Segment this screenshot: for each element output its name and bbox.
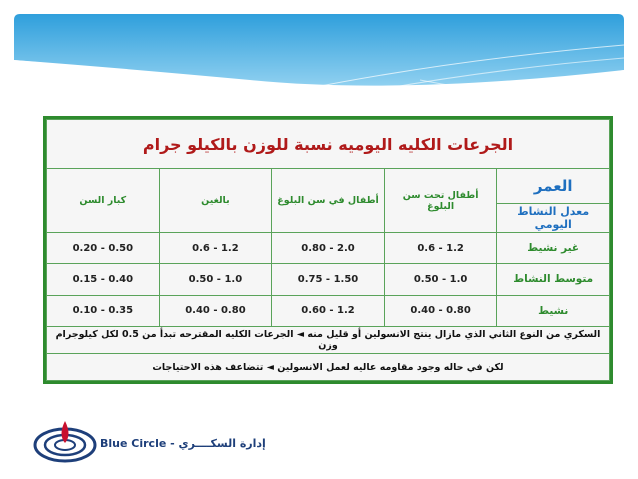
table-cell: 0.60 - 1.2 xyxy=(272,295,385,326)
table-note: السكري من النوع الثاني الذي مازال ينتج الانسولين أو قليل منه ◄ الجرعات الكليه المقترحه تبدأ من 0.5 لكل كيلوجرام وزن xyxy=(47,327,610,354)
table-cell: 0.20 - 0.50 xyxy=(47,233,160,264)
table-cell: 0.6 - 1.2 xyxy=(384,233,497,264)
row-label: متوسط النشاط xyxy=(497,264,610,295)
table-cell: 0.80 - 2.0 xyxy=(272,233,385,264)
table-cell: 0.50 - 1.0 xyxy=(384,264,497,295)
activity-header: معدل النشاط اليومي xyxy=(497,204,610,233)
table-note: لكن في حاله وجود مقاومه عاليه لعمل الانسولين ◄ تتضاعف هذه الاحتياجات xyxy=(47,354,610,381)
column-header: أطفال في سن البلوغ xyxy=(272,169,385,233)
header-banner xyxy=(0,0,638,110)
table-cell: 0.40 - 0.80 xyxy=(159,295,272,326)
row-label: غير نشيط xyxy=(497,233,610,264)
row-label: نشيط xyxy=(497,295,610,326)
table-row xyxy=(47,233,610,264)
age-header: العمر xyxy=(497,169,610,204)
dosage-table xyxy=(46,119,610,381)
table-cell: 0.10 - 0.35 xyxy=(47,295,160,326)
table-cell: 0.50 - 1.0 xyxy=(159,264,272,295)
table-cell: 0.75 - 1.50 xyxy=(272,264,385,295)
column-header: كبار السن xyxy=(47,169,160,233)
table-cell: 0.15 - 0.40 xyxy=(47,264,160,295)
column-header: أطفال تحت سن البلوغ xyxy=(384,169,497,233)
table-cell: 0.6 - 1.2 xyxy=(159,233,272,264)
table-row xyxy=(47,295,610,326)
logo-text: Blue Circle - إدارة السكــــري xyxy=(100,437,266,450)
table-row xyxy=(47,264,610,295)
dosage-table-frame xyxy=(43,116,613,384)
table-title: الجرعات الكليه اليوميه نسبة للوزن بالكيلو جرام xyxy=(47,120,610,169)
table-cell: 0.40 - 0.80 xyxy=(384,295,497,326)
column-header: بالغين xyxy=(159,169,272,233)
